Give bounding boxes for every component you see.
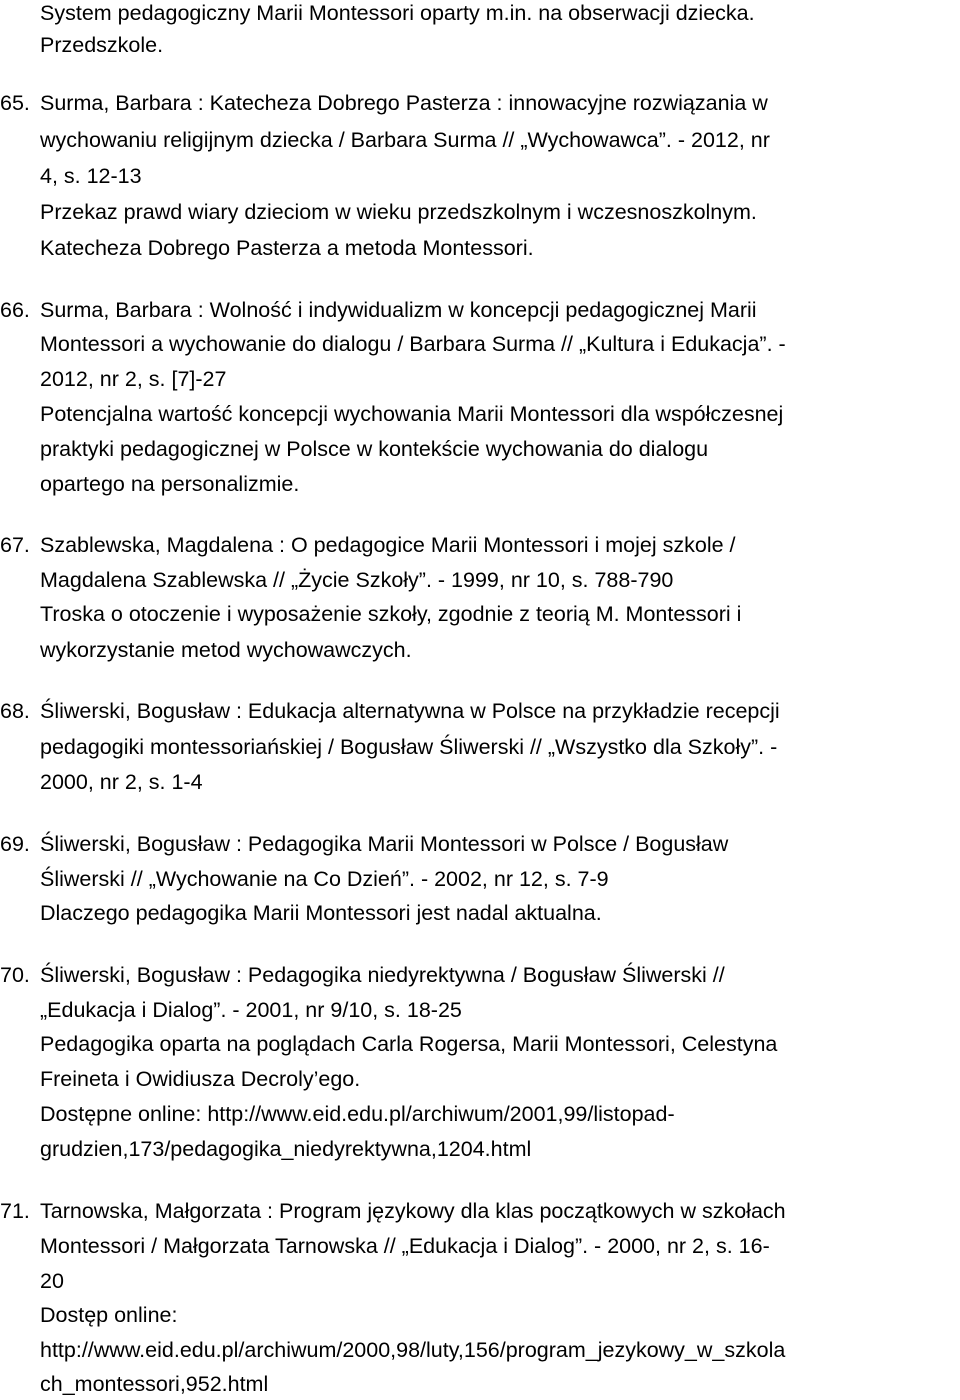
entry-text-line: Przekaz prawd wiary dzieciom w wieku przedszkolnym i wczesnoszkolnym. <box>40 200 757 224</box>
entry-text-line: Śliwerski, Bogusław : Pedagogika niedyrektywna / Bogusław Śliwerski // <box>40 963 725 987</box>
entry-text-line: „Edukacja i Dialog”. - 2001, nr 9/10, s. 18-25 <box>40 998 462 1022</box>
entry-text-line: Śliwerski // „Wychowanie na Co Dzień”. - 2002, nr 12, s. 7-9 <box>40 867 609 891</box>
entry-number: 71. <box>0 1199 30 1223</box>
entry-text-line: Potencjalna wartość koncepcji wychowania Marii Montessori dla współczesnej <box>40 402 784 426</box>
entry-number: 67. <box>0 533 30 557</box>
entry-text-line: Montessori a wychowanie do dialogu / Barbara Surma // „Kultura i Edukacja”. - <box>40 332 786 356</box>
entry-text-line: Surma, Barbara : Wolność i indywidualizm w koncepcji pedagogicznej Marii <box>40 298 757 322</box>
entry-text-line: praktyki pedagogicznej w Polsce w kontekście wychowania do dialogu <box>40 437 709 461</box>
entry-text-line: http://www.eid.edu.pl/archiwum/2000,98/luty,156/program_jezykowy_w_szkola <box>40 1338 786 1362</box>
entry-number: 65. <box>0 91 30 115</box>
entry-text-line: Magdalena Szablewska // „Życie Szkoły”. - 1999, nr 10, s. 788-790 <box>40 568 674 592</box>
entry-text-line: Dostępne online: http://www.eid.edu.pl/archiwum/2001,99/listopad- <box>40 1102 675 1126</box>
entry-text-line: Śliwerski, Bogusław : Pedagogika Marii Montessori w Polsce / Bogusław <box>40 832 729 856</box>
entry-text-line: opartego na personalizmie. <box>40 472 300 496</box>
entry-text-line: Pedagogika oparta na poglądach Carla Rogersa, Marii Montessori, Celestyna <box>40 1032 778 1056</box>
entry-text-line: pedagogiki montessoriańskiej / Bogusław Śliwerski // „Wszystko dla Szkoły”. - <box>40 735 778 759</box>
entry-number: 69. <box>0 832 30 856</box>
entry-text-line: Montessori / Małgorzata Tarnowska // „Edukacja i Dialog”. - 2000, nr 2, s. 16- <box>40 1234 770 1258</box>
entry-text-line: wychowaniu religijnym dziecka / Barbara Surma // „Wychowawca”. - 2012, nr <box>40 128 770 152</box>
entry-text-line: Przedszkole. <box>40 33 164 57</box>
entry-text-line: Freineta i Owidiusza Decroly’ego. <box>40 1067 361 1091</box>
entry-text-line: System pedagogiczny Marii Montessori oparty m.in. na obserwacji dziecka. <box>40 1 755 25</box>
entry-text-line: Dostęp online: <box>40 1303 178 1327</box>
entry-text-line: Tarnowska, Małgorzata : Program językowy dla klas początkowych w szkołach <box>40 1199 786 1223</box>
entry-text-line: Dlaczego pedagogika Marii Montessori jest nadal aktualna. <box>40 901 602 925</box>
entry-text-line: Troska o otoczenie i wyposażenie szkoły, zgodnie z teorią M. Montessori i <box>40 602 742 626</box>
entry-number: 66. <box>0 298 30 322</box>
entry-number: 68. <box>0 699 30 723</box>
entry-text-line: grudzien,173/pedagogika_niedyrektywna,1204.html <box>40 1137 532 1161</box>
entry-text-line: Katecheza Dobrego Pasterza a metoda Montessori. <box>40 236 534 260</box>
entry-text-line: Surma, Barbara : Katecheza Dobrego Pasterza : innowacyjne rozwiązania w <box>40 91 768 115</box>
entry-text-line: wykorzystanie metod wychowawczych. <box>40 638 412 662</box>
entry-text-line: ch_montessori,952.html <box>40 1372 269 1396</box>
entry-text-line: 2000, nr 2, s. 1-4 <box>40 770 203 794</box>
entry-number: 70. <box>0 963 30 987</box>
entry-text-line: Śliwerski, Bogusław : Edukacja alternatywna w Polsce na przykładzie recepcji <box>40 699 780 723</box>
entry-text-line: 2012, nr 2, s. [7]-27 <box>40 367 227 391</box>
entry-text-line: Szablewska, Magdalena : O pedagogice Marii Montessori i mojej szkole / <box>40 533 736 557</box>
entry-text-line: 20 <box>40 1269 64 1293</box>
entry-text-line: 4, s. 12-13 <box>40 164 142 188</box>
